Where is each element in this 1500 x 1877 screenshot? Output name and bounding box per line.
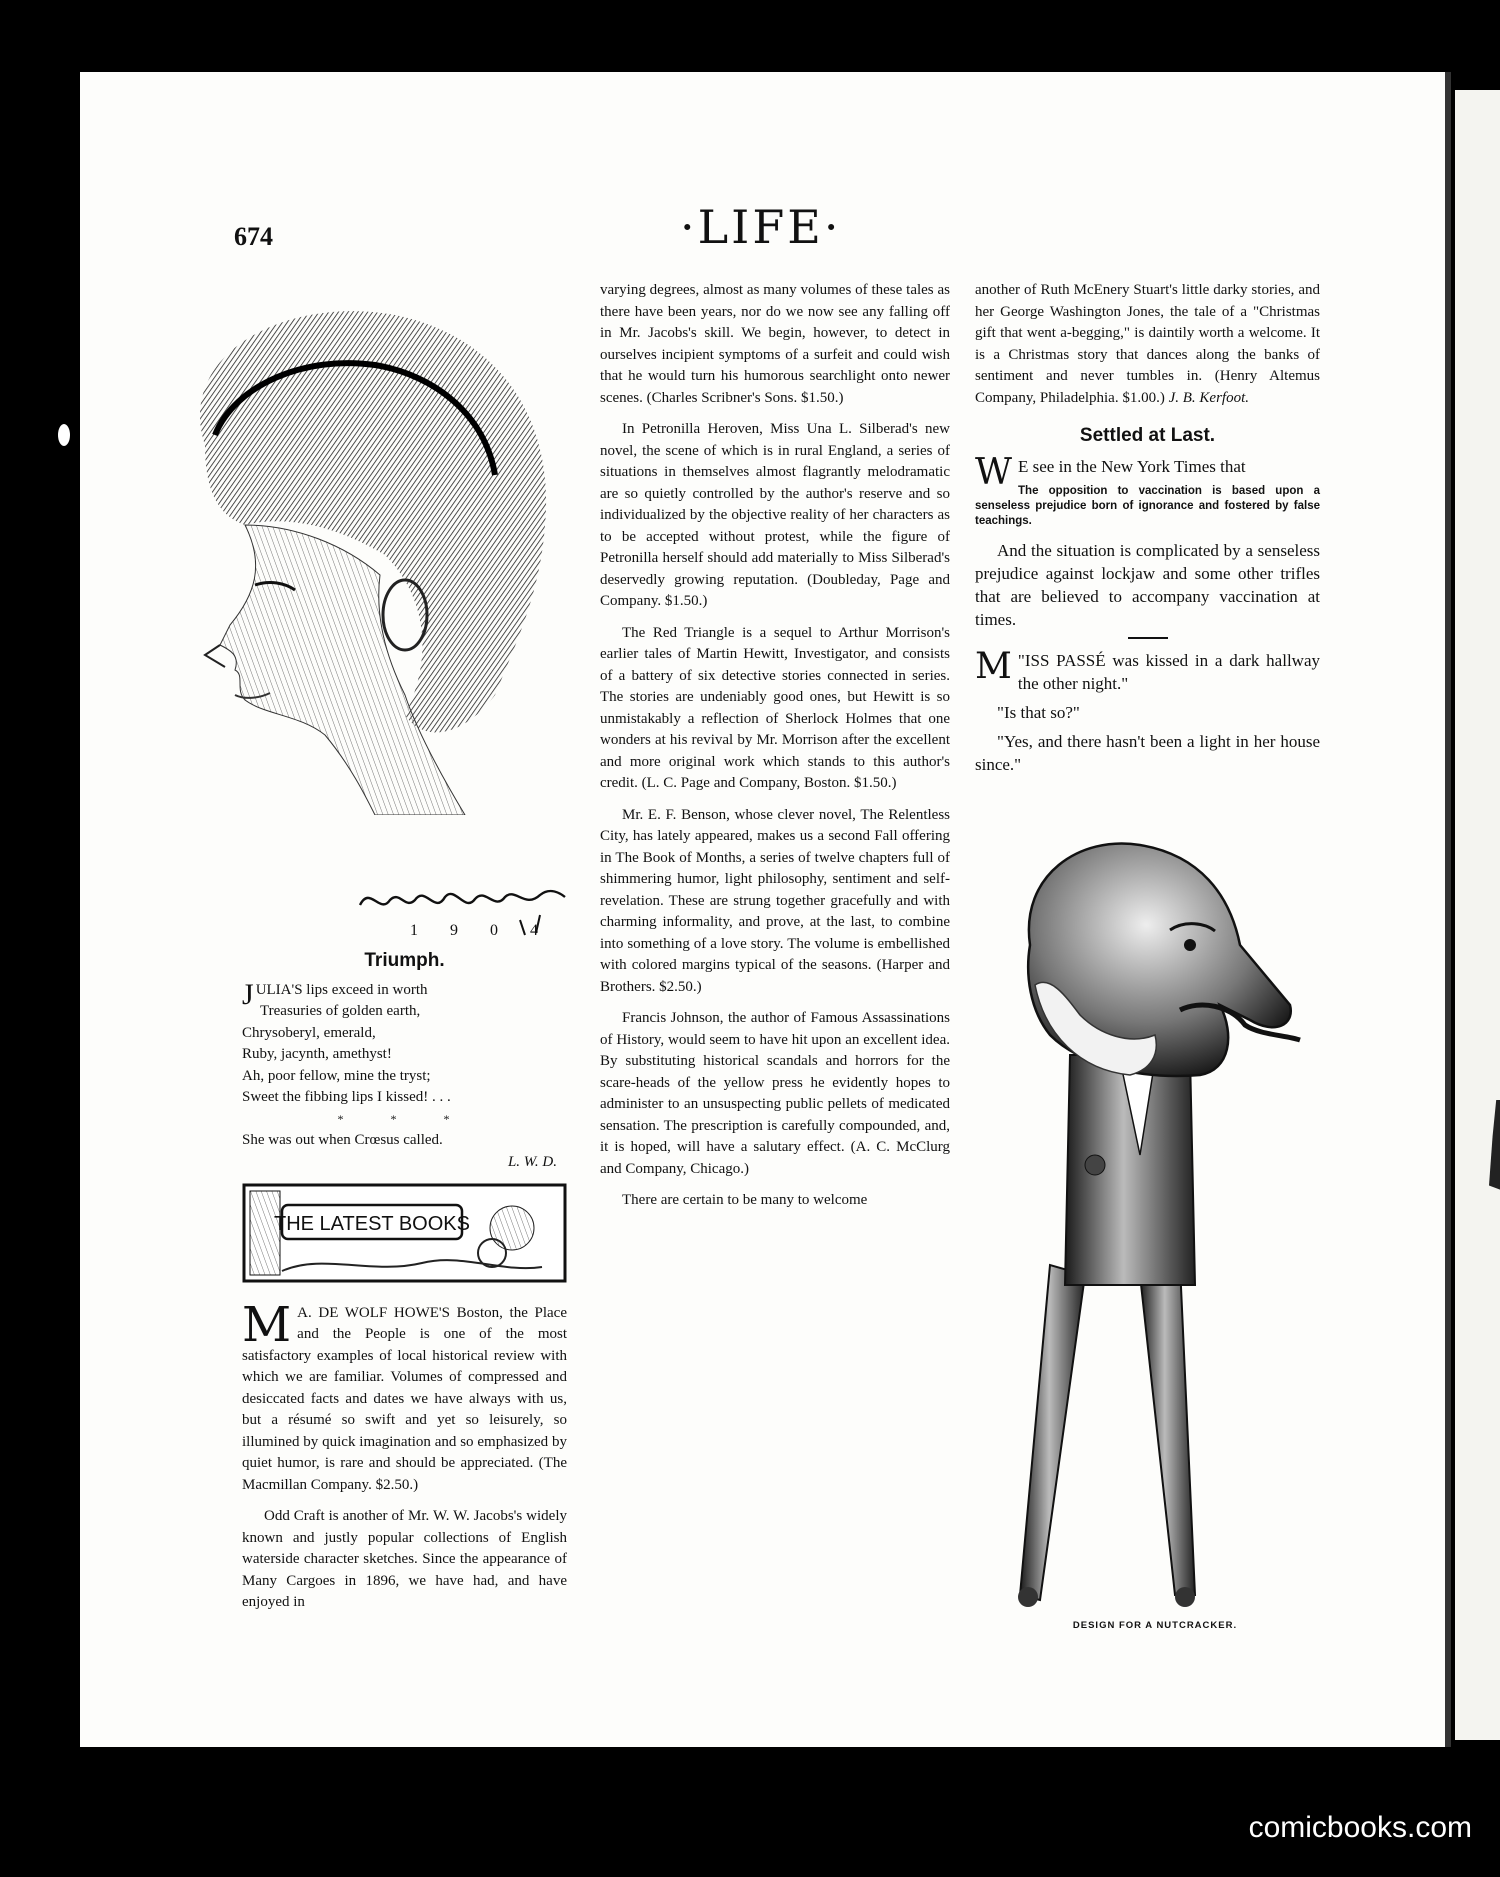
poem-dropcap: J (242, 977, 254, 1011)
review-howe: M A. DE WOLF HOWE'S Boston, the Place and the People is one of the most satisfactory examples of local historical review with which we are familiar. Volumes of compressed and desiccated facts and dates we have always with us, but a résumé so swift and yet so leisurely, so illumined by quick imagination and so emphasized by quiet humor, is rare and should be appreciated. (The Macmillan Company. $2.50.) (242, 1296, 567, 1493)
review-johnson: Francis Johnson, the author of Famous Assassinations of History, would seem to have hit upon an excellent idea. By substituting historical scandals and horrors for the scare-heads of the yellow press he evidently hopes to administer to an unsuspecting public pellets of medicated sensation. The prescription is carefully compounded, and, it is hoped, will have a salutary effect. (A. C. McClurg and Company, Chicago.) (600, 1010, 950, 1177)
poem-line: Ruby, jacynth, amethyst! (242, 1046, 392, 1062)
joke-line: "Yes, and there hasn't been a light in her house since." (975, 731, 1320, 774)
latest-books-banner (242, 1183, 567, 1283)
portrait-illustration (135, 295, 575, 815)
review-dropcap: M (242, 1296, 292, 1353)
settled-response: And the situation is complicated by a senseless prejudice against lockjaw and some other trifles that are believed to accompany vaccination at times. (975, 540, 1320, 629)
artist-signature (350, 875, 570, 945)
adjacent-page-edge (1455, 90, 1500, 1740)
watermark: comicbooks.com (1248, 1811, 1472, 1844)
settled-dropcap: W (975, 451, 1013, 493)
poem-title: Triumph. (364, 950, 445, 971)
banner-text: THE LATEST BOOKS (274, 1213, 470, 1235)
review-benson: Mr. E. F. Benson, whose clever novel, The Relentless City, has lately appeared, makes us a second Fall offering in The Book of Months, a series of twelve chapters full of shimmering humor, light philosophy, sentiment and self-revelation. These are strung together gracefully and with charming informality, and prove, at the last, to combine into something of a love story. The volume is embellished with colored margins typical of the seasons. (Harper and Brothers. $2.50.) (600, 806, 950, 995)
nutcracker-illustration (990, 835, 1310, 1615)
review-stuart: another of Ruth McEnery Stuart's little darky stories, and her George Washington Jones, the tale of a "Christmas gift that went a-begging," is daintily worth a welcome. It is a Christmas story that dances along the banks of sentiment and never tumbles in. (Henry Altemus Company, Philadelphia. $1.00.) J. B. Kerfoot. (975, 282, 1320, 406)
joke-line: "Is that so?" (997, 702, 1080, 722)
column-3 (975, 280, 1320, 782)
joke-dropcap: M (975, 645, 1012, 687)
poem-line: Ah, poor fellow, mine the tryst; (242, 1067, 431, 1084)
review-morrison: The Red Triangle is a sequel to Arthur Morrison's earlier tales of Martin Hewitt, Investigator, and consists of a battery of six detective stories connected in series. The stories are undeniably good ones, but Hewitt is so unmistakably a reflection of Sherlock Holmes that one wonders at his revival by Mr. Morrison after the excellent and more original work which stands to this author's credit. (L. C. Page and Company, Boston. $1.50.) (600, 624, 950, 791)
review-jacobs: Odd Craft is another of Mr. W. W. Jacobs's widely known and justly popular collections of English waterside character sketches. Since the appearance of Many Cargoes in 1896, we have had, and have enjoyed in (242, 1508, 567, 1610)
settled-intro: W E see in the New York Times that (975, 451, 1246, 493)
poem-line: Chrysoberyl, emerald, (242, 1024, 376, 1041)
separator-stars: * * * (337, 1111, 472, 1126)
masthead: ·LIFE· (680, 200, 842, 254)
section-heading: Settled at Last. (1079, 425, 1216, 446)
divider (1128, 637, 1168, 639)
column-2 (600, 280, 950, 1222)
joke: " M ISS PASSÉ was kissed in a dark hallway the other night." (975, 645, 1320, 693)
column-1 (242, 950, 567, 1624)
poem-last-line: She was out when Crœsus called. (242, 1132, 443, 1148)
scan-mark (58, 424, 70, 446)
page-number: 674 (234, 222, 273, 251)
poem-line: Treasuries of golden earth, (260, 1003, 421, 1019)
poem (242, 977, 567, 1174)
signature-year: 1 9 0 4 (410, 922, 552, 939)
poem-line: Sweet the fibbing lips I kissed! . . . (242, 1089, 451, 1105)
review-jacobs-cont: varying degrees, almost as many volumes of these tales as there have been years, nor do we now see any falling off in Mr. Jacobs's skill. We begin, however, to detect in ourselves incipient symptoms of a surfeit and could wish that he would turn his humorous searchlight onto newer scenes. (Charles Scribner's Sons. $1.50.) (600, 282, 950, 406)
review-continued: There are certain to be many to welcome (622, 1192, 868, 1208)
reviewer-attribution: J. B. Kerfoot. (1168, 389, 1249, 406)
poem-attribution: L. W. D. (507, 1153, 557, 1170)
review-silberad: In Petronilla Heroven, Miss Una L. Silberad's new novel, the scene of which is in rural England, a series of situations in themselves almost flagrantly melodramatic are so quietly controlled by the author's reserve and so individualized by the objective reality of her characters as to be accepted without protest, while the figure of Petronilla herself should add materially to Miss Silberad's deservedly growing reputation. (Doubleday, Page and Company. $1.50.) (600, 421, 950, 609)
times-quote: The opposition to vaccination is based upon a senseless prejudice born of ignorance and fostered by false teachings. (975, 484, 1320, 527)
illustration-caption: DESIGN FOR A NUTCRACKER. (1072, 1620, 1238, 1631)
poem-line: ULIA'S lips exceed in worth (255, 981, 428, 998)
